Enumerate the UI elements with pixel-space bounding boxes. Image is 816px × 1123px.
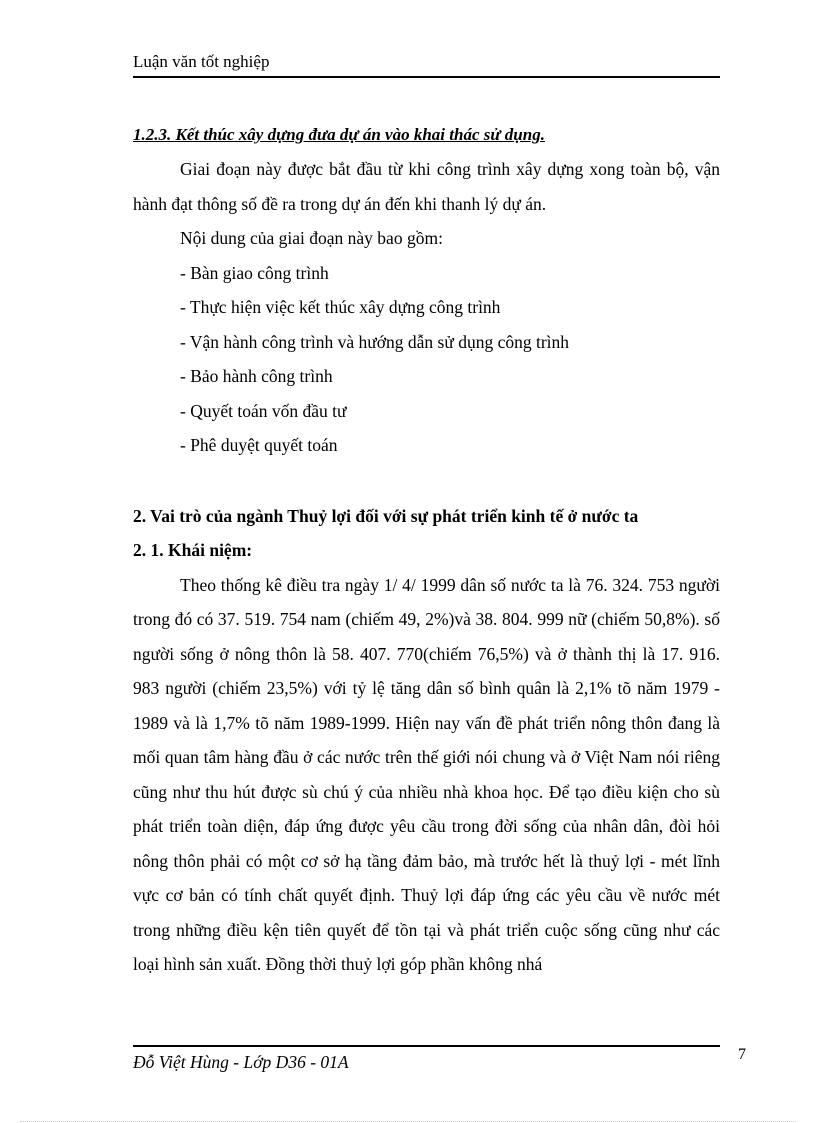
running-header: Luận văn tốt nghiệp [133, 52, 270, 71]
list-item: - Bàn giao công trình [180, 262, 329, 283]
page-edge-divider [20, 1121, 796, 1122]
list-item: - Vận hành công trình và hướng dẫn sử dụng công trình [180, 331, 570, 352]
header-rule [133, 76, 720, 78]
list-item: - Quyết toán vốn đầu tư [180, 400, 347, 421]
footer-author: Đỗ Việt Hùng - Lớp D36 - 01A [133, 1052, 349, 1072]
list-item: - Phê duyệt quyết toán [180, 435, 338, 455]
subsection-heading-2-1: 2. 1. Khái niệm: [133, 540, 253, 560]
section-gap [133, 463, 720, 499]
section-heading-1-2-3: 1.2.3. Kết thúc xây dựng đưa dự án vào khai thác sử dụng. [133, 125, 545, 144]
footer-rule [133, 1045, 720, 1047]
intro-paragraph: Giai đoạn này được bắt đầu từ khi công trình xây dựng xong toàn bộ, vận hành đạt thông số đề ra trong dự án đến khi thanh lý dự án. [133, 159, 720, 214]
body-paragraph: Theo thống kê điều tra ngày 1/ 4/ 1999 dân số nước ta là 76. 324. 753 người trong đó có 37. 519. 754 nam (chiếm 49, 2%)và 38. 804. 999 nữ (chiếm 50,8%). số người sống ở nông thôn là 58. 407. 770(chiếm 76,5%) và ở thành thị là 17. 916. 983 người (chiếm 23,5%) với tỷ lệ tăng dân số bình quân là 2,1% tõ năm 1979 - 1989 và là 1,7% tõ năm 1989-1999. Hiện nay vấn đề phát triển nông thôn đang là mối quan tâm hàng đầu ở các nước trên thế giới nói chung và ở Việt Nam nói riêng cũng như thu hút được sù chú ý của nhiều nhà khoa học. Để tạo điều kiện cho sù phát triển toàn diện, đáp ứng được yêu cầu trong đời sống của nhân dân, đòi hỏi nông thôn phải có một cơ sở hạ tầng đảm bảo, mà trước hết là thuỷ lợi - mét lĩnh vực cơ bản có tính chất quyết định. Thuỷ lợi đáp ứng các yêu cầu về nước mét trong những điều kện tiên quyết để tồn tại và phát triển cuộc sống cũng như các loại hình sản xuất. Đồng thời thuỷ lợi góp phần không nhá [133, 574, 720, 974]
page-number: 7 [738, 1046, 746, 1063]
list-item: - Thực hiện việc kết thúc xây dựng công trình [180, 297, 501, 317]
list-item: - Bảo hành công trình [180, 366, 333, 386]
section-heading-2: 2. Vai trò của ngành Thuỷ lợi đối với sự phát triển kinh tế ở nước ta [133, 505, 639, 526]
list-intro: Nội dung của giai đoạn này bao gồm: [180, 228, 443, 248]
page-content [133, 118, 720, 982]
